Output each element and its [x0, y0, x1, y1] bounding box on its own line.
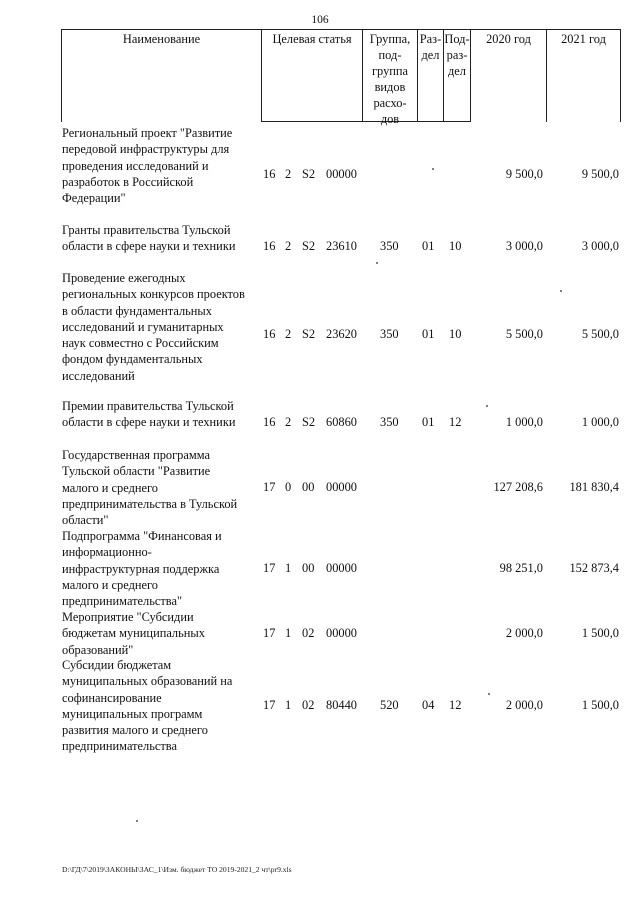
row-code-subprogram: 2	[285, 415, 292, 429]
row-code-direction: 23610	[326, 239, 357, 253]
row-value-2021: 3 000,0	[581, 239, 619, 253]
row-name: Государственная программа Тульской области "Развитие малого и среднего предпринимательства в Тульской области"	[62, 448, 238, 528]
row-code-event: S2	[302, 327, 316, 341]
row-name: Субсидии бюджетам муниципальных образований на софинансирование муниципальных программ развития малого и среднего предпринимательства	[62, 658, 233, 754]
row-code-subprogram: 0	[285, 480, 292, 494]
row-name: Подпрограмма "Финансовая и информационно- инфраструктурная поддержка малого и среднего предпринимательства"	[62, 529, 222, 609]
row-group: 350	[380, 327, 399, 341]
row-value-2021: 1 500,0	[581, 698, 619, 712]
header-name: Наименование	[122, 32, 201, 46]
scan-speck	[376, 262, 378, 264]
row-code-event: 00	[302, 480, 315, 494]
row-code-subprogram: 2	[285, 167, 292, 181]
row-code-direction: 00000	[326, 626, 357, 640]
row-group: 520	[380, 698, 399, 712]
row-value-2021: 1 500,0	[581, 626, 619, 640]
row-code-event: S2	[302, 167, 316, 181]
row-section: 01	[422, 327, 435, 341]
row-subsection: 10	[449, 239, 462, 253]
header-2020: 2020 год	[486, 32, 531, 46]
row-code-event: 02	[302, 698, 315, 712]
page-number: 106	[311, 14, 329, 26]
row-code-subprogram: 1	[285, 561, 292, 575]
row-value-2020: 127 208,6	[493, 480, 543, 494]
scan-speck	[136, 820, 138, 822]
row-name: Региональный проект "Развитие передовой инфраструктуры для проведения исследований и разработок в Российской Федерации"	[62, 126, 233, 206]
row-section: 04	[422, 698, 435, 712]
row-subsection: 12	[449, 415, 462, 429]
row-code-program: 17	[263, 698, 276, 712]
scan-speck	[560, 290, 562, 292]
row-value-2021: 5 500,0	[581, 327, 619, 341]
row-value-2020: 2 000,0	[505, 698, 543, 712]
header-2021: 2021 год	[561, 32, 606, 46]
row-name: Проведение ежегодных региональных конкурсов проектов в области фундаментальных исследований и гуманитарных наук совместно с Российским фондом фундаментальных исследований	[62, 271, 245, 383]
row-code-program: 16	[263, 239, 276, 253]
row-code-event: 02	[302, 626, 315, 640]
row-code-direction: 60860	[326, 415, 357, 429]
row-value-2020: 98 251,0	[499, 561, 543, 575]
row-code-subprogram: 2	[285, 327, 292, 341]
row-value-2020: 3 000,0	[505, 239, 543, 253]
row-code-program: 16	[263, 415, 276, 429]
row-name: Мероприятие "Субсидии бюджетам муниципальных образований"	[62, 610, 205, 657]
row-value-2020: 9 500,0	[505, 167, 543, 181]
scan-speck	[486, 405, 488, 407]
row-code-program: 17	[263, 626, 276, 640]
row-name: Гранты правительства Тульской области в сфере науки и техники	[62, 223, 236, 254]
header-group: Группа, под- группа видов расхо- дов	[369, 32, 411, 126]
row-value-2020: 1 000,0	[505, 415, 543, 429]
row-value-2020: 5 500,0	[505, 327, 543, 341]
row-name: Премии правительства Тульской области в сфере науки и техники	[62, 399, 236, 430]
row-section: 01	[422, 415, 435, 429]
row-code-program: 17	[263, 480, 276, 494]
row-code-event: S2	[302, 415, 316, 429]
row-value-2020: 2 000,0	[505, 626, 543, 640]
row-code-subprogram: 2	[285, 239, 292, 253]
row-code-program: 17	[263, 561, 276, 575]
row-code-subprogram: 1	[285, 626, 292, 640]
row-value-2021: 152 873,4	[569, 561, 619, 575]
row-code-direction: 00000	[326, 561, 357, 575]
row-value-2021: 9 500,0	[581, 167, 619, 181]
header-subsection: Под- раз- дел	[444, 32, 470, 78]
row-code-direction: 80440	[326, 698, 357, 712]
header-target-article: Целевая статья	[272, 32, 352, 46]
file-path-footer: D:\ГД\7\2019\ЗАКОНЫ\ЗАС_1\Изм. бюджет ТО 2019-2021_2 чт\pr9.xls	[62, 865, 292, 874]
row-code-event: S2	[302, 239, 316, 253]
header-section: Раз- дел	[419, 32, 442, 62]
row-code-direction: 23620	[326, 327, 357, 341]
row-subsection: 10	[449, 327, 462, 341]
row-group: 350	[380, 239, 399, 253]
row-code-program: 16	[263, 327, 276, 341]
row-value-2021: 1 000,0	[581, 415, 619, 429]
scan-speck	[432, 168, 434, 170]
scan-speck	[488, 693, 490, 695]
row-group: 350	[380, 415, 399, 429]
row-code-direction: 00000	[326, 167, 357, 181]
row-code-program: 16	[263, 167, 276, 181]
row-section: 01	[422, 239, 435, 253]
row-value-2021: 181 830,4	[569, 480, 619, 494]
row-code-direction: 00000	[326, 480, 357, 494]
row-subsection: 12	[449, 698, 462, 712]
row-code-event: 00	[302, 561, 315, 575]
row-code-subprogram: 1	[285, 698, 292, 712]
